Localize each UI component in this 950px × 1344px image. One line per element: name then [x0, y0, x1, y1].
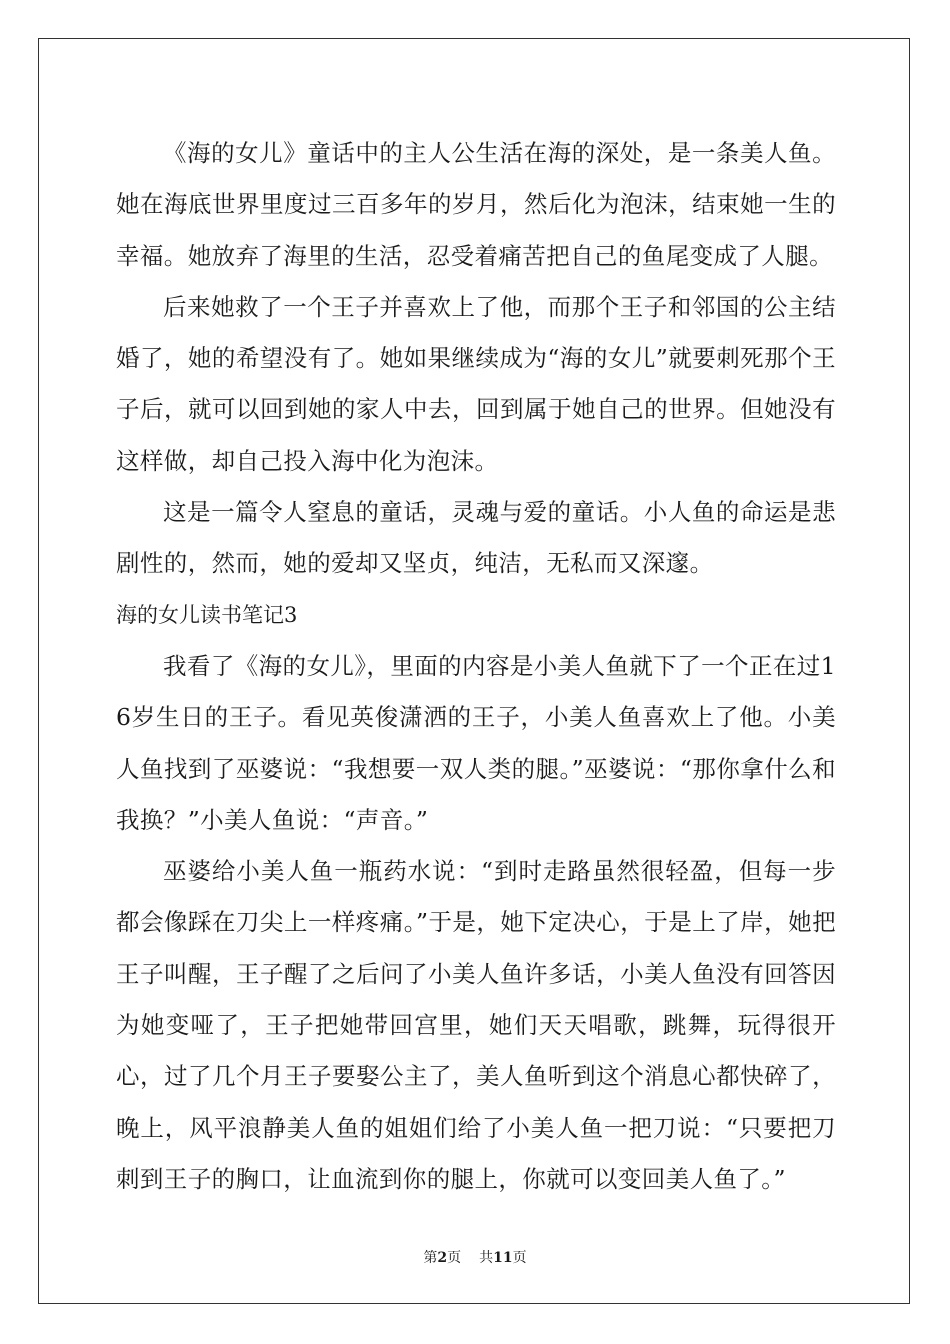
- page-suffix: 页: [447, 1250, 462, 1266]
- page-prefix: 第: [423, 1250, 438, 1266]
- page-number: 2: [437, 1250, 448, 1266]
- total-prefix: 共: [479, 1250, 494, 1266]
- paragraph-1: 《海的女儿》童话中的主人公生活在海的深处，是一条美人鱼。她在海底世界里度过三百多年的岁月，然后化为泡沫，结束她一生的幸福。她放弃了海里的生活，忍受着痛苦把自己的鱼尾变成了人腿。: [116, 139, 836, 270]
- page-footer: [0, 1247, 950, 1267]
- section-title: 海的女儿读书笔记3: [116, 602, 298, 627]
- total-suffix: 页: [512, 1250, 527, 1266]
- paragraph-2: 后来她救了一个王子并喜欢上了他，而那个王子和邻国的公主结婚了，她的希望没有了。她如果继续成为“海的女儿”就要刺死那个王子后，就可以回到她的家人中去，回到属于她自己的世界。但她没有这样做，却自己投入海中化为泡沫。: [116, 292, 836, 475]
- section-paragraph-1: 我看了《海的女儿》，里面的内容是小美人鱼就下了一个正在过16岁生日的王子。看见英俊潇洒的王子，小美人鱼喜欢上了他。小美人鱼找到了巫婆说：“我想要一双人类的腿。”巫婆说：“那你拿什么和我换？”小美人鱼说：“声音。”: [116, 651, 836, 834]
- paragraph-3: 这是一篇令人窒息的童话，灵魂与爱的童话。小人鱼的命运是悲剧性的，然而，她的爱却又坚贞，纯洁，无私而又深邃。: [116, 498, 836, 578]
- section-paragraph-2: 巫婆给小美人鱼一瓶药水说：“到时走路虽然很轻盈，但每一步都会像踩在刀尖上一样疼痛。”于是，她下定决心，于是上了岸，她把王子叫醒，王子醒了之后问了小美人鱼许多话，小美人鱼没有回答因为她变哑了，王子把她带回宫里，她们天天唱歌，跳舞，玩得很开心，过了几个月王子要娶公主了，美人鱼听到这个消息心都快碎了，晚上，风平浪静美人鱼的姐姐们给了小美人鱼一把刀说：“只要把刀刺到王子的胸口，让血流到你的腿上，你就可以变回美人鱼了。”: [116, 857, 836, 1193]
- total-pages: 11: [493, 1250, 513, 1266]
- document-body: [116, 128, 836, 1205]
